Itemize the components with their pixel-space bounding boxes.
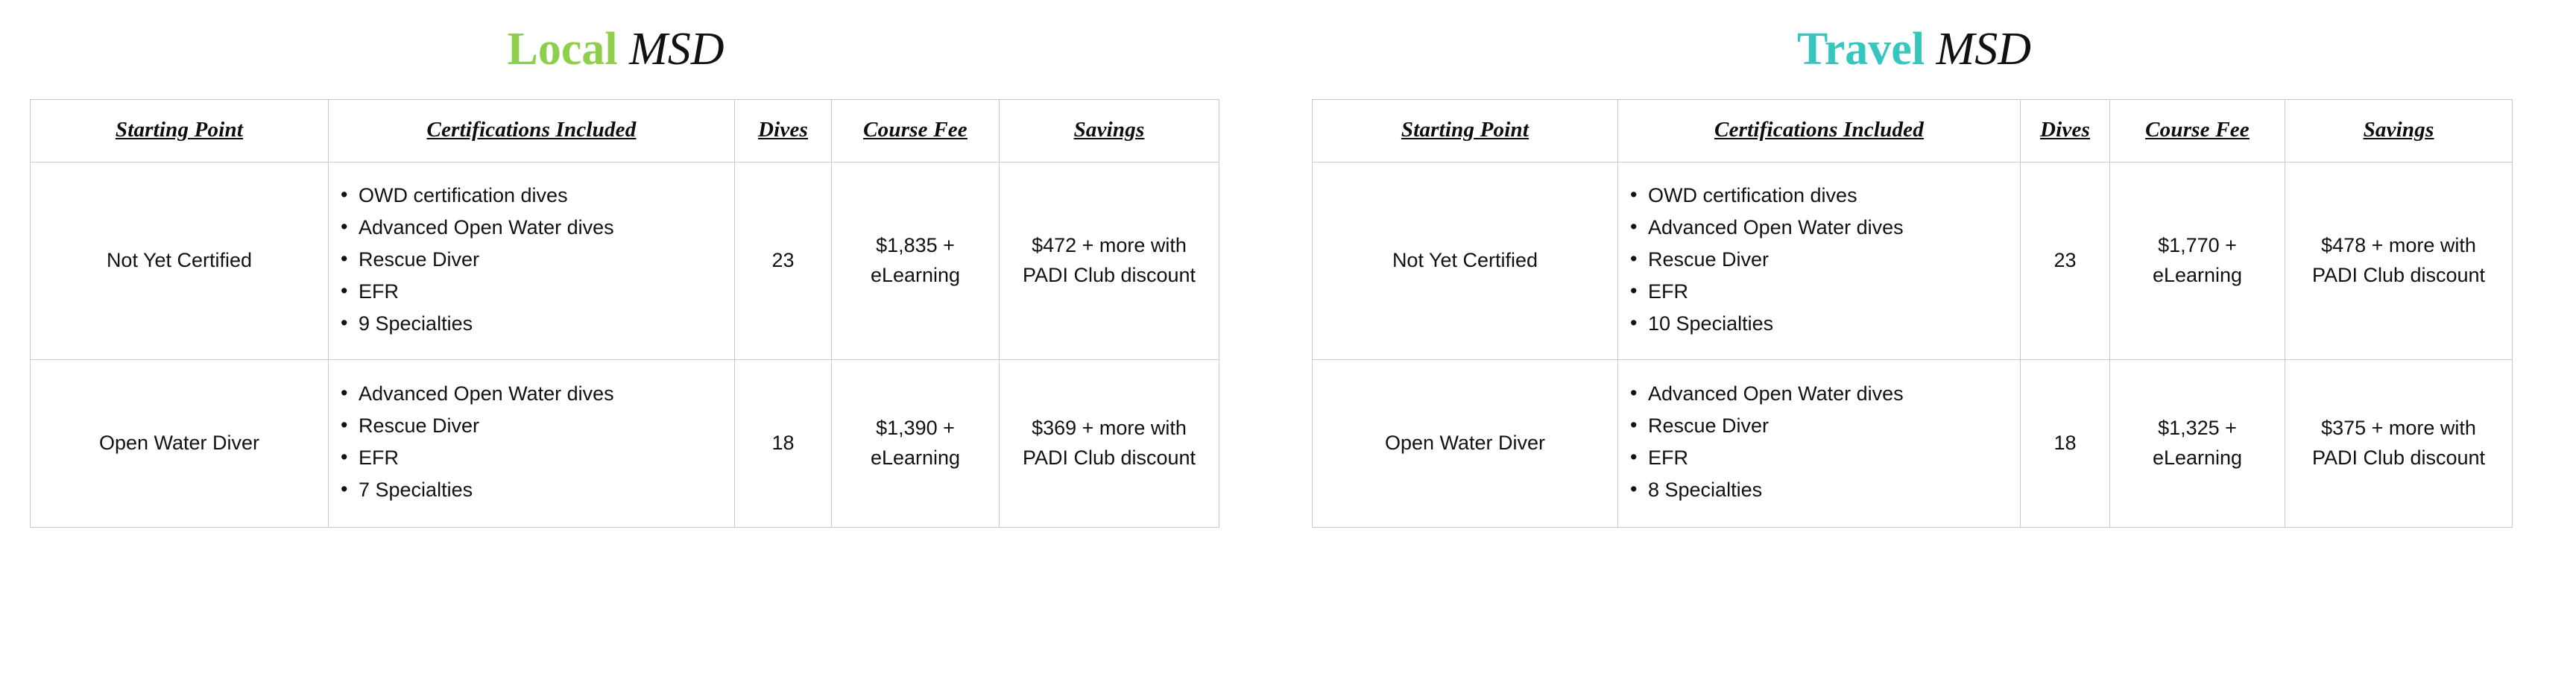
column-header-savings: Savings — [1000, 100, 1219, 162]
table-row — [1313, 162, 2513, 360]
column-header-dives: Dives — [2021, 100, 2110, 162]
panel-local-title — [30, 25, 1239, 74]
list-item: • 9 Specialties — [339, 309, 724, 339]
cell-dives: 23 — [2021, 162, 2110, 360]
list-item: • EFR — [339, 277, 724, 307]
list-item: • Rescue Diver — [1629, 411, 2010, 441]
list-item: • Rescue Diver — [339, 245, 724, 275]
list-item: • Rescue Diver — [1629, 245, 2010, 275]
panel-travel-title — [1312, 25, 2546, 74]
column-header-dives: Dives — [735, 100, 832, 162]
cell-certifications — [1618, 360, 2021, 528]
cell-savings: $472 + more with PADI Club discount — [1000, 162, 1219, 360]
cell-course-fee: $1,325 + eLearning — [2110, 360, 2285, 528]
column-header-certifications-included: Certifications Included — [1618, 100, 2021, 162]
table-row — [31, 360, 1219, 528]
panel-local-msd — [0, 25, 1267, 528]
table-header-row — [1313, 100, 2513, 162]
panel-travel-title-accent: Travel — [1797, 24, 1925, 75]
column-header-certifications-included: Certifications Included — [329, 100, 735, 162]
cell-starting-point: Open Water Diver — [1313, 360, 1618, 528]
panel-travel-title-rest: MSD — [1936, 24, 2031, 75]
cell-certifications — [329, 162, 735, 360]
table-header-row — [31, 100, 1219, 162]
certifications-list — [1629, 181, 2010, 339]
list-item: • Rescue Diver — [339, 411, 724, 441]
travel-msd-table — [1312, 99, 2513, 528]
cell-dives: 18 — [2021, 360, 2110, 528]
local-msd-table — [30, 99, 1219, 528]
table-row — [1313, 360, 2513, 528]
column-header-starting-point: Starting Point — [31, 100, 329, 162]
list-item: • Advanced Open Water dives — [339, 379, 724, 409]
list-item: • OWD certification dives — [1629, 181, 2010, 211]
column-header-starting-point: Starting Point — [1313, 100, 1618, 162]
panel-travel-msd — [1267, 25, 2576, 528]
table-row — [31, 162, 1219, 360]
cell-course-fee: $1,835 + eLearning — [832, 162, 1000, 360]
cell-dives: 18 — [735, 360, 832, 528]
list-item: • Advanced Open Water dives — [1629, 213, 2010, 243]
cell-savings: $369 + more with PADI Club discount — [1000, 360, 1219, 528]
list-item: • Advanced Open Water dives — [1629, 379, 2010, 409]
panel-local-title-accent: Local — [507, 24, 618, 75]
list-item: • EFR — [339, 444, 724, 473]
column-header-course-fee: Course Fee — [2110, 100, 2285, 162]
certifications-list — [339, 181, 724, 339]
list-item: • EFR — [1629, 444, 2010, 473]
list-item: • 7 Specialties — [339, 476, 724, 505]
cell-savings: $478 + more with PADI Club discount — [2285, 162, 2513, 360]
list-item: • 8 Specialties — [1629, 476, 2010, 505]
panel-local-title-rest: MSD — [629, 24, 724, 75]
list-item: • Advanced Open Water dives — [339, 213, 724, 243]
certifications-list — [1629, 379, 2010, 505]
cell-dives: 23 — [735, 162, 832, 360]
certifications-list — [339, 379, 724, 505]
cell-course-fee: $1,770 + eLearning — [2110, 162, 2285, 360]
cell-starting-point: Not Yet Certified — [31, 162, 329, 360]
list-item: • EFR — [1629, 277, 2010, 307]
cell-savings: $375 + more with PADI Club discount — [2285, 360, 2513, 528]
column-header-savings: Savings — [2285, 100, 2513, 162]
cell-certifications — [329, 360, 735, 528]
cell-certifications — [1618, 162, 2021, 360]
cell-starting-point: Not Yet Certified — [1313, 162, 1618, 360]
cell-course-fee: $1,390 + eLearning — [832, 360, 1000, 528]
list-item: • 10 Specialties — [1629, 309, 2010, 339]
column-header-course-fee: Course Fee — [832, 100, 1000, 162]
list-item: • OWD certification dives — [339, 181, 724, 211]
cell-starting-point: Open Water Diver — [31, 360, 329, 528]
